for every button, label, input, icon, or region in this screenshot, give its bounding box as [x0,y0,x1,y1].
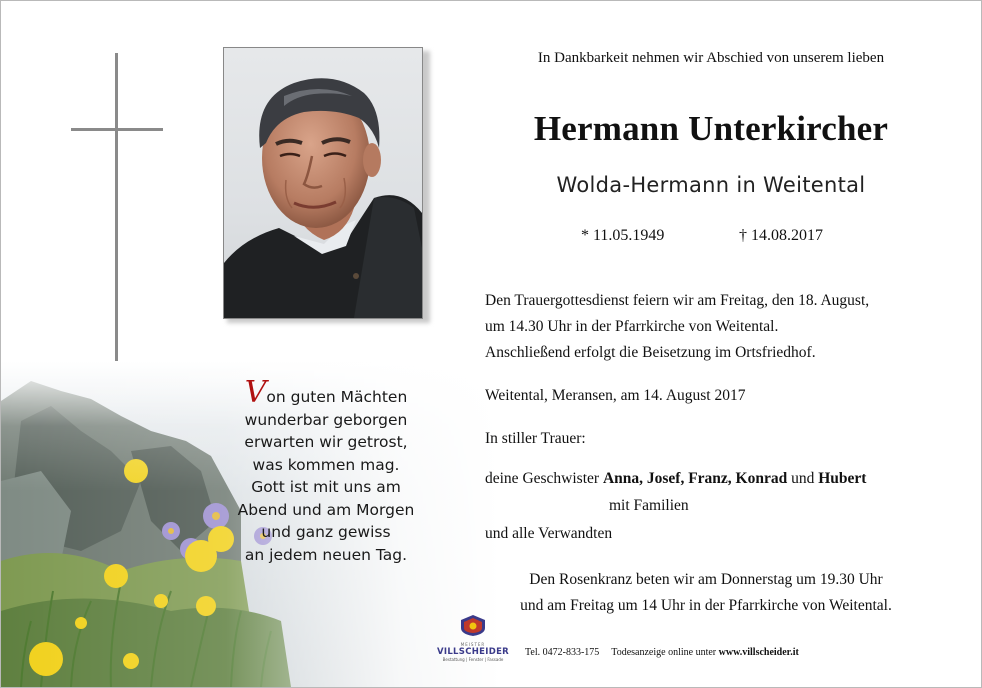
deceased-name: Hermann Unterkircher [533,109,889,148]
birth-date: * 11.05.1949 [581,227,665,244]
sibling-last-name: Hubert [818,470,867,487]
place-and-date: Weitental, Meransen, am 14. August 2017 [485,387,746,404]
portrait-photo [223,47,423,319]
poem-line: und ganz gewiss [261,523,391,541]
footer-contact [525,647,799,658]
logo-emblem-icon [458,613,488,637]
poem [226,375,426,566]
poem-line: Abend und am Morgen [237,500,415,519]
rosary-info [471,567,941,619]
poem-line: Gott ist mit uns am [251,478,401,496]
poem-line: an jedem neuen Tag. [244,545,408,564]
service-line: Anschließend erfolgt die Beisetzung im Ortsfriedhof. [485,344,816,361]
all-relatives: und alle Verwandten [485,525,613,542]
poem-first-line-rest: on guten Mächten [266,388,408,406]
poem-line: erwarten wir getrost, [244,433,408,451]
service-line: Den Trauergottesdienst feiern wir am Freitag, den 18. August, [485,292,870,309]
siblings-line [485,470,866,488]
poem-line: wunderbar geborgen [244,410,408,429]
deceased-nickname: Wolda-Hermann in Weitental [556,173,866,197]
footer-online-label: Todesanzeige online unter [611,647,719,658]
footer-phone: Tel. 0472-833-175 [525,647,600,658]
logo-top-text: MEISTER [460,642,486,647]
cross-vertical-bar [115,53,118,367]
footer-website-link[interactable]: www.villscheider.it [718,647,799,658]
funeral-service-info [485,288,925,366]
with-families: mit Familien [609,497,689,514]
service-line: um 14.30 Uhr in der Pfarrkirche von Weitental. [485,318,779,335]
poem-initial: V [244,375,267,410]
logo-tagline: Bestattung | Fenster | Fassade [442,657,504,662]
poem-first-line [226,375,426,410]
siblings-prefix: deine Geschwister [485,470,603,487]
portrait-illustration [224,48,422,318]
poem-line: was kommen mag. [252,455,400,474]
siblings-and: und [787,470,819,487]
undertaker-logo [437,613,509,662]
death-date: † 14.08.2017 [739,227,823,244]
intro-text: In Dankbarkeit nehmen wir Abschied von unserem lieben [537,50,885,66]
mourning-label: In stiller Trauer: [485,430,586,447]
rosary-line: und am Freitag um 14 Uhr in der Pfarrkirche von Weitental. [520,597,892,614]
rosary-line: Den Rosenkranz beten wir am Donnerstag um 19.30 Uhr [529,571,883,588]
logo-brand: VILLSCHEIDER [437,647,510,657]
cross-horizontal-bar [71,128,163,131]
siblings-names: Anna, Josef, Franz, Konrad [602,470,788,487]
